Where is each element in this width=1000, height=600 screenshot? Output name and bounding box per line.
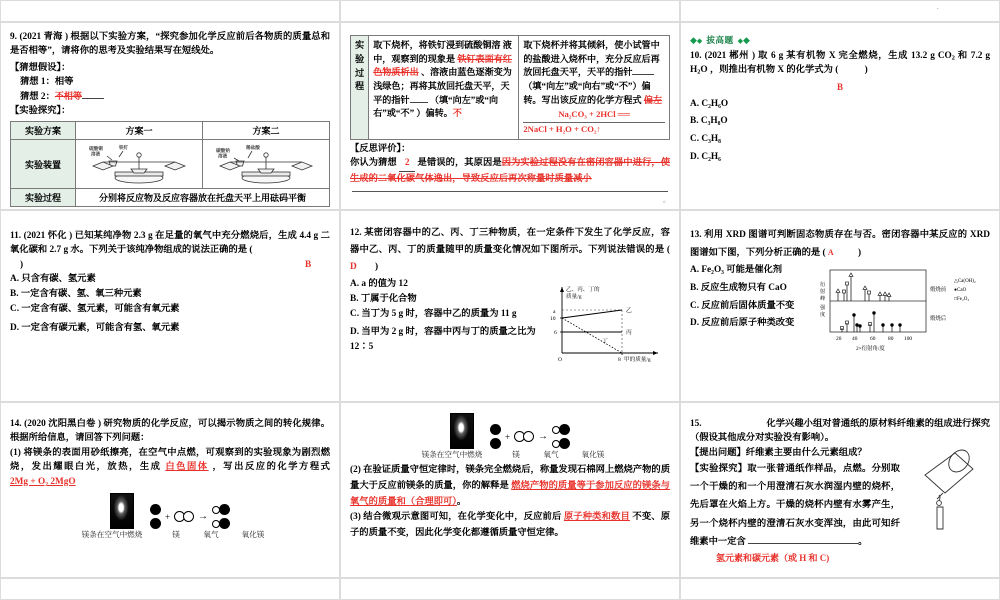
top-spacer-left — [0, 0, 340, 22]
q14b-part3-text-b: 不变、原子的质量不变，因此化学变化都遵循质量守恒定律。 — [350, 512, 670, 539]
q13-answer: A — [827, 247, 834, 257]
q9b-left-text-2: 液中，观察到的现象是 — [373, 40, 512, 64]
table-row — [351, 36, 670, 140]
svg-text:●CaO: ●CaO — [954, 288, 967, 294]
q9-process-text: 分别将反应物及反应容器放在托盘天平上用砝码平衡 — [76, 189, 330, 207]
svg-text:强: 强 — [820, 305, 826, 312]
q14-stem-text: 研究物质的化学反应，可以揭示物质之间的转化规律。根据所给信息，请回答下列问题： — [10, 419, 331, 444]
q10-stem-a: 取 6 g 某有机物 X 完全燃烧，生成 13.2 g CO — [758, 51, 952, 61]
q12-answer: D — [350, 262, 357, 273]
bottom-spacer-right — [680, 578, 1000, 600]
o2-molecule-icon — [174, 511, 194, 522]
q15-stem-text: 化学兴趣小组对普通纸的原材料纤维素的组成进行探究（假设其他成分对实验没有影响）。 — [690, 419, 990, 444]
balance-scale-icon — [206, 142, 326, 186]
q9b-right-text-1: 取下烧杯并将其倾斜，使小试管中的盐酸进入烧杯中，充分反应后再放回托盘天平，天平的指针 — [523, 40, 660, 78]
q9-process-table — [350, 35, 670, 140]
q13-chart — [818, 262, 990, 359]
q9b-left-text-4: （填“向左”或“向右”或“不” ）偏转。 — [373, 94, 499, 119]
q14-figure-row — [10, 493, 330, 529]
q12-number: 12. — [350, 228, 362, 238]
q9b-reflect-text-2: 是错误的，其原因是 — [417, 158, 502, 169]
svg-text:a: a — [553, 308, 556, 315]
q14b-caption-photo: 镁条在空气中燃烧 — [421, 450, 483, 459]
question-11-panel — [0, 210, 340, 402]
q9b-left-answer: 铁钉表面有红色物质析出 — [373, 53, 512, 78]
q11-source: (2021 怀化 ) — [23, 231, 73, 241]
q10-option-a-formula: C₂H₆O — [701, 98, 729, 109]
q14b-part2-end: 。 — [456, 496, 467, 507]
q15-inquiry-end: 。 — [858, 536, 868, 547]
answer-rule — [352, 190, 668, 192]
o2-molecule-icon — [514, 431, 534, 442]
bottom-spacer-middle — [340, 578, 680, 600]
mgo-molecule-icon — [212, 504, 230, 529]
q14b-part2 — [350, 463, 670, 510]
q10-badge-label: 拔高题 — [706, 35, 734, 45]
q14-part1-text-a: (1) 将镁条的表面用砂纸擦亮，在空气中点燃，可观察到的实验现象为剧烈燃烧，发出耀眼白光，放热，生成 — [10, 447, 330, 473]
diamond-icon: ◆ — [690, 35, 697, 45]
q11-option-c: C. 一定含有碳、氢元素，可能含有氧元素 — [10, 304, 180, 315]
q10-option-c-key: C. — [690, 134, 700, 145]
q14b-part2-answer: 燃烧产物的质量等于参加反应的镁条与氧气的质量和（合理即可） — [350, 480, 670, 507]
q10-stem-b: 和 7.2 g H — [690, 51, 991, 76]
svg-text:O: O — [558, 356, 563, 363]
bottom-spacer-left — [0, 578, 340, 600]
q11-option-b: B. 一定含有碳、氢、氧三种元素 — [10, 289, 142, 300]
q10-option-b-formula: C₃H₈O — [700, 116, 728, 127]
q13-option-b: B. 反应生成物只有 CaO — [690, 282, 787, 293]
top-spacer-middle — [340, 0, 680, 22]
magnesium-burning-photo — [450, 413, 474, 449]
molecular-diagram — [150, 504, 230, 529]
magnesium-burning-photo — [110, 493, 134, 529]
q15-problem-text: 纤维素主要由什么元素组成？ — [745, 447, 867, 458]
q10-answer: B — [836, 81, 843, 92]
q15-problem-label: 【提出问题】 — [690, 447, 746, 458]
plus-sign: + — [164, 511, 171, 522]
q10-option-c-formula: C₃H₈ — [701, 134, 721, 145]
q9-scheme-2: 方案二 — [203, 122, 330, 140]
q9-hypothesis-label: 【猜想假设】： — [10, 62, 71, 73]
q9-apparatus-2 — [203, 140, 330, 189]
q15-inquiry — [690, 460, 900, 551]
q12-option-a: A. a 的值为 12 — [350, 278, 408, 289]
question-9-stem — [10, 30, 330, 59]
diamond-small-icon: ◆ — [737, 37, 743, 45]
svg-text:20: 20 — [836, 336, 842, 343]
q14-caption-photo: 镁条在空气中燃烧 — [81, 530, 143, 540]
question-10-panel — [680, 22, 1000, 210]
molecular-diagram — [490, 424, 570, 449]
q9b-reflect-answer: 因为实验过程没有在密闭容器中进行，使生成的二氧化碳气体逸出，导致反应后再次称量时质量减小 — [350, 158, 670, 184]
question-12-stem — [350, 225, 670, 277]
q9-scheme-1: 方案一 — [76, 122, 203, 140]
q9b-right-cell — [519, 36, 670, 140]
svg-text:甲的质量/g: 甲的质量/g — [624, 356, 651, 363]
q14-number: 14. — [10, 419, 22, 429]
q14-caption-o2: 氧气 — [203, 530, 219, 540]
mass-change-line-chart — [540, 279, 668, 363]
question-11-stem — [10, 229, 330, 258]
q14-caption-mg: 镁 — [172, 530, 180, 540]
q9-guess2-row — [20, 90, 330, 104]
question-14-continued-panel — [340, 402, 680, 578]
q9b-right-text-2: （填“向左”或“向右”或“不”）偏转。写出该反应的化学方程式 — [523, 80, 651, 105]
svg-text:质量/g: 质量/g — [566, 293, 582, 300]
q11-stem-text: 已知某纯净物 2.3 g 在足量的氧气中充分燃烧后，生成 4.4 g 二氧化碳和 2.7 g 水。下列关于该纯净物组成的说法正确的是 ( — [10, 231, 330, 256]
table-row — [11, 140, 330, 189]
q14b-figure-row — [350, 413, 670, 449]
q10-option-a — [690, 96, 990, 114]
plus-sign: + — [504, 431, 511, 442]
q15-number: 15. — [690, 419, 702, 429]
q12-stem-text: 某密闭容器中的乙、丙、丁三种物质，在一定条件下发生了化学反应，容器中乙、丙、丁的质量随甲的质量变化情况如下图所示。下列说法错误的是 ( — [350, 228, 670, 256]
q12-option-d: D. 当甲为 2 g 时，容器中丙与丁的质量之比为 12∶5 — [350, 326, 536, 352]
diamond-small-icon: ◆ — [696, 37, 703, 45]
svg-text:煅烧后: 煅烧后 — [930, 316, 947, 323]
question-10-stem: 10. (2021 郴州 ) 取 6 g 某有机物 X 完全燃烧，生成 13.2 g $CO_2$ 和 7.2 g $H_2O$ ，则推出有机物 X 的化学式为 ( ) — [690, 51, 991, 76]
q9-row-label-process: 实验过程 — [11, 189, 76, 207]
q10-option-d-key: D. — [690, 151, 700, 162]
q9b-reflect-row — [350, 156, 670, 186]
q9-source: (2021 青海 ) — [19, 32, 69, 42]
q9-inquiry-label: 【实验探究】： — [10, 106, 71, 117]
svg-text:丁: 丁 — [602, 338, 608, 345]
arrow-icon: → — [198, 511, 209, 523]
svg-text:60: 60 — [870, 336, 876, 343]
q14b-caption-o2: 氧气 — [543, 450, 559, 459]
svg-text:衍: 衍 — [820, 282, 826, 289]
q14b-part3 — [350, 510, 670, 542]
q9b-reflect-text-1: 你认为猜想 — [350, 158, 397, 169]
question-13-panel — [680, 210, 1000, 402]
q14-part1-answer: 白色固体 — [165, 462, 209, 473]
table-row — [11, 122, 330, 140]
q9-row-label-scheme: 实验方案 — [11, 122, 76, 140]
q14-part1-text-b: ，写出反应的化学方程式 — [212, 462, 330, 473]
q10-stem-c: O ，则推出有机物 X 的化学式为 ( — [700, 65, 839, 76]
q14b-part3-answer: 原子种类和数目 — [563, 512, 630, 523]
svg-text:度: 度 — [820, 312, 826, 319]
svg-text:8: 8 — [618, 356, 621, 363]
balance-scale-icon — [79, 142, 199, 186]
q10-option-b-key: B. — [690, 116, 699, 127]
q11-number: 11. — [10, 231, 22, 241]
q12-option-b: B. 丁属于化合物 — [350, 293, 417, 304]
q15-answer: 氢元素和碳元素（或 H 和 C) — [716, 552, 830, 563]
svg-text:丙: 丙 — [626, 329, 632, 336]
q13-option-c: C. 反应前后固体质量不变 — [690, 300, 795, 311]
q11-stem-end-row — [20, 258, 330, 272]
xrd-pattern-chart — [818, 262, 986, 354]
top-spacer-right: · — [680, 0, 1000, 22]
svg-text:碳酸钠: 碳酸钠 — [216, 148, 230, 154]
q14b-caption-mgo: 氧化镁 — [581, 450, 605, 459]
svg-text:溶液: 溶液 — [218, 153, 228, 159]
q9b-left-answer2: 不 — [452, 108, 462, 119]
q13-stem-end: ) — [858, 247, 862, 258]
q9-experiment-table — [10, 121, 330, 207]
q10-stem-d: ) — [864, 65, 868, 76]
mgo-molecule-icon — [552, 424, 570, 449]
q10-badge-row — [690, 30, 990, 48]
svg-text:2×衍射角/度: 2×衍射角/度 — [856, 346, 885, 353]
svg-text:乙、丙、丁的: 乙、丙、丁的 — [566, 286, 600, 293]
q10-option-c — [690, 131, 990, 149]
q9-apparatus-1 — [76, 140, 203, 189]
question-12-panel — [340, 210, 680, 402]
q12-chart — [540, 277, 670, 368]
svg-text:10: 10 — [550, 315, 556, 322]
q10-option-a-key: A. — [690, 98, 700, 109]
q11-option-a: A. 只含有碳、氢元素 — [10, 274, 96, 285]
q9b-process-label: 实验过程 — [351, 36, 369, 140]
question-15-stem — [690, 417, 990, 446]
q15-inquiry-label: 【实验探究】 — [690, 464, 748, 475]
q14b-caption-mg: 镁 — [512, 450, 520, 459]
svg-text:△Ca(OH)₂: △Ca(OH)₂ — [954, 279, 976, 285]
arrow-icon: → — [538, 431, 549, 442]
q13-number: 13. — [690, 230, 702, 240]
q14-part1 — [10, 446, 330, 489]
svg-text:溶液: 溶液 — [91, 151, 101, 157]
q14-figure-captions — [10, 529, 330, 540]
q13-option-a: A. Fe₂O₃ 可能是催化剂 — [690, 265, 783, 276]
svg-text:6: 6 — [554, 329, 557, 336]
q15-inquiry-text: 取一张普通纸作样品，点燃。分别取一个干燥的和一个用澄清石灰水润湿内壁的烧杯，先后罩在火焰上方。干燥的烧杯内壁有水雾产生，另一个烧杯内壁的澄清石灰水变浑浊，由此可知纤维素中一定含 — [690, 464, 900, 547]
mg-molecule-icon — [150, 504, 161, 529]
svg-text:40: 40 — [852, 336, 858, 343]
q12-option-c: C. 当丁为 5 g 时，容器中乙的质量为 11 g — [350, 308, 517, 319]
q14b-figure-captions — [350, 449, 670, 460]
q11-answer: B — [305, 259, 312, 270]
q12-stem-end: ) — [375, 262, 379, 273]
q9b-left-cell — [369, 36, 519, 140]
q9-stem-text: 根据以下实验方案，“探究参加化学反应前后各物质的质量总和是否相等”，请将你的思考及实验结果写在短线处。 — [10, 32, 330, 57]
svg-text:乙: 乙 — [626, 307, 632, 314]
q9b-right-answer: 偏左 — [643, 94, 663, 105]
question-13-stem — [690, 227, 990, 262]
q14-equation-answer: 2Mg + O₂ 2MgO — [10, 476, 76, 487]
q10-option-d-formula: C₂H₆ — [701, 151, 721, 162]
q10-source: (2021 郴州 ) — [704, 51, 756, 61]
q13-stem-text: 利用 XRD 图谱可判断固态物质存在与否。密闭容器中某反应的 XRD 图谱如下图，下列分析正确的是 ( — [690, 230, 990, 258]
q10-number: 10. — [690, 51, 702, 61]
q10-option-d — [690, 149, 990, 167]
svg-text:□Fe₂O₃: □Fe₂O₃ — [954, 297, 970, 303]
question-9-panel — [0, 22, 340, 210]
q14b-part3-text-a: (3) 结合微观示意图可知，在化学变化中，反应前后 — [350, 512, 562, 523]
svg-text:硫酸铜: 硫酸铜 — [89, 146, 103, 152]
question-9-continued-panel: 实验过程 取下烧杯，将铁钉浸到硫酸铜溶 液中，观察到的现象是 铁钉表面有红色物质析出 、溶液由蓝色逐渐变为浅绿色；再将其放回托盘天平，天平的指针 （填“向左”或“向右”或“不” ）偏转。 不 取下烧杯并将其倾斜，使小试管中的盐酸进入烧杯中，充分反应后再放回托盘天平，天平的指针 （填“向左”或“向右”或“不”）偏转。写出该反应的化学方程式 偏左 Na₂CO₃ + 2HCl ══ 2NaCl + H₂O + CO₂↑ 【反思评价】： 你认为猜想 2 是错误的，其原因是因为实验过程没有在密闭容器中进行，使生成的二氧化碳气体逸出，导致反应后再次称量时质量减小 。 — [340, 22, 680, 210]
q10-option-b — [690, 113, 990, 131]
q9b-equation-line2: 2NaCl + H₂O + CO₂↑ — [523, 124, 601, 135]
q9b-equation-line1: Na₂CO₃ + 2HCl ══ — [558, 109, 630, 120]
q9b-reflect-guess: 2 — [404, 158, 410, 169]
svg-text:稀盐酸: 稀盐酸 — [246, 145, 260, 151]
svg-text:峰: 峰 — [820, 296, 826, 303]
q9-guess1: 猜想 1：相等 — [20, 77, 74, 88]
q11-stem-end: ) — [20, 259, 24, 270]
table-row — [11, 189, 330, 207]
q11-option-d: D. 一定含有碳元素，可能含有氢、氧元素 — [10, 323, 180, 334]
q14-source: (2020 沈阳黑白卷 ) — [24, 419, 102, 429]
q14-caption-mgo: 氧化镁 — [241, 530, 265, 540]
svg-text:铁钉: 铁钉 — [119, 145, 129, 151]
q9b-reflect-label: 【反思评价】： — [350, 143, 411, 154]
svg-text:100: 100 — [904, 336, 913, 343]
q9b-left-text-1: 取下烧杯，将铁钉浸到硫酸铜溶 — [373, 40, 501, 50]
q13-option-d: D. 反应前后原子种类改变 — [690, 318, 795, 329]
q14b-part2-text-a: (2) 在验证质量守恒定律时，镁条完全燃烧后，称量发现石棉网上燃烧产物的质量大于反应前镁条的质量，你的解释是 — [350, 465, 670, 491]
svg-text:80: 80 — [888, 336, 894, 343]
svg-text:射: 射 — [820, 289, 826, 296]
mg-molecule-icon — [490, 424, 501, 449]
q9-guess2-label: 猜想 2： — [20, 91, 55, 102]
question-14-stem — [10, 417, 330, 446]
q9-guess2-answer: 不相等 — [54, 90, 82, 101]
beaker-over-flame-icon — [915, 449, 981, 535]
svg-text:煅烧前: 煅烧前 — [930, 287, 947, 294]
q9-number: 9. — [10, 32, 17, 42]
question-15-panel — [680, 402, 1000, 578]
question-14-panel — [0, 402, 340, 578]
q9b-left-text-3: 、溶液由蓝色逐渐变为浅绿色；再将其放回托盘天平，天平的指针 — [373, 67, 512, 105]
diamond-icon: ◆ — [743, 35, 750, 45]
q9-row-label-apparatus: 实验装置 — [11, 140, 76, 189]
